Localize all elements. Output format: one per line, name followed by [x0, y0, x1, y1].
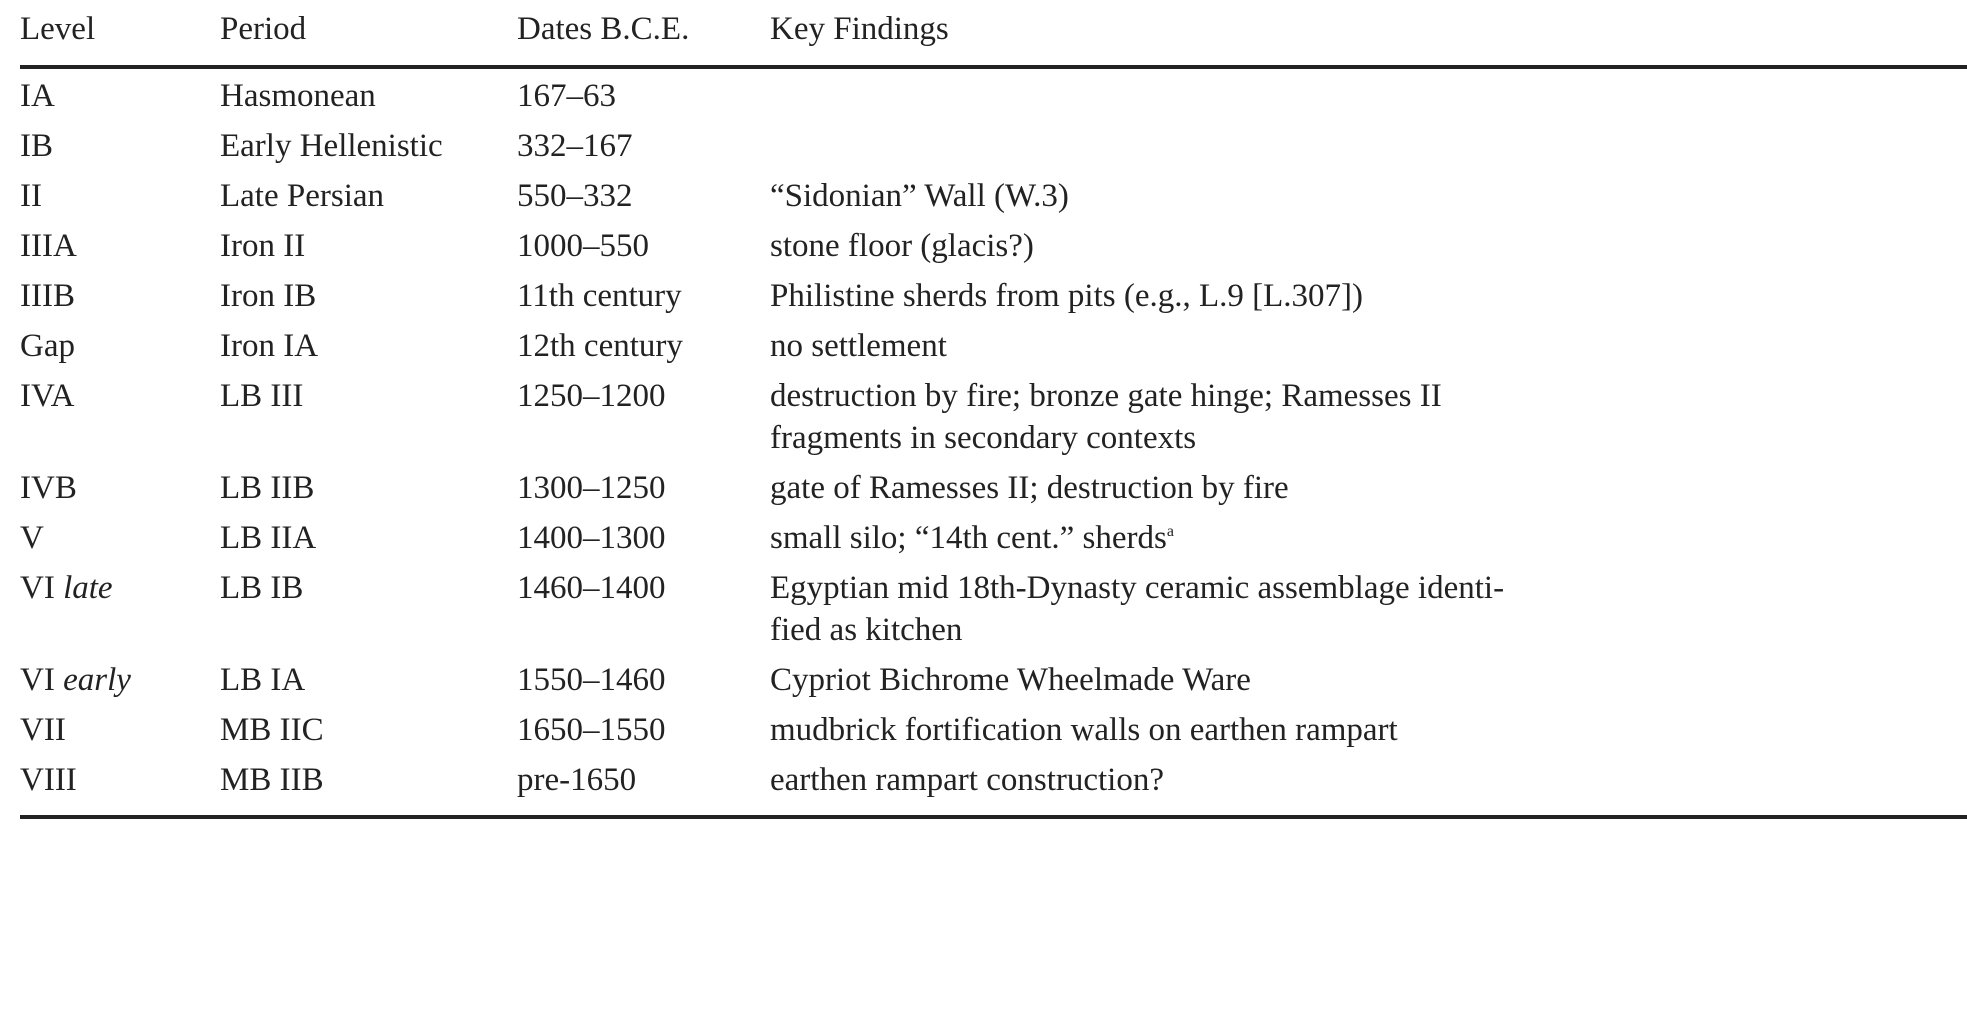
- period-value: Iron IA: [220, 328, 319, 364]
- cell-key-findings: [770, 759, 1967, 817]
- findings-value: small silo; “14th cent.” sherds$^a$: [770, 520, 1174, 556]
- cell-dates: [517, 375, 770, 467]
- table-row: [20, 375, 1967, 467]
- cell-key-findings: [770, 175, 1967, 225]
- cell-level: [20, 125, 220, 175]
- dates-value: 167–63: [517, 78, 616, 114]
- cell-period: [220, 709, 517, 759]
- dates-value: 332–167: [517, 128, 633, 164]
- findings-value: Cypriot Bichrome Wheelmade Ware: [770, 662, 1251, 698]
- cell-period: [220, 375, 517, 467]
- level-value: IIIA: [20, 228, 77, 264]
- stratigraphy-table: [20, 0, 1967, 819]
- table-row: [20, 759, 1967, 817]
- findings-value: destruction by fire; bronze gate hinge; Ramesses II fragments in secondary contexts: [770, 378, 1442, 456]
- cell-period: [220, 275, 517, 325]
- cell-dates: [517, 67, 770, 125]
- cell-key-findings: [770, 325, 1967, 375]
- stratigraphy-table-container: [20, 0, 1967, 819]
- cell-key-findings: [770, 225, 1967, 275]
- table-row: [20, 275, 1967, 325]
- findings-value: gate of Ramesses II; destruction by fire: [770, 470, 1289, 506]
- cell-dates: [517, 175, 770, 225]
- cell-level: [20, 759, 220, 817]
- level-value: Gap: [20, 328, 75, 364]
- table-row: [20, 125, 1967, 175]
- level-value: IB: [20, 128, 53, 164]
- dates-value: 1550–1460: [517, 662, 666, 698]
- cell-dates: [517, 567, 770, 659]
- dates-value: 1000–550: [517, 228, 649, 264]
- level-value: VI: [20, 662, 55, 698]
- cell-key-findings: [770, 517, 1967, 567]
- cell-level: [20, 325, 220, 375]
- cell-key-findings: [770, 709, 1967, 759]
- cell-period: [220, 125, 517, 175]
- cell-level: [20, 67, 220, 125]
- period-value: Iron II: [220, 228, 306, 264]
- cell-period: [220, 467, 517, 517]
- header-period: Period: [220, 0, 517, 67]
- findings-value: stone floor (glacis?): [770, 228, 1034, 264]
- cell-level: [20, 467, 220, 517]
- cell-key-findings: [770, 567, 1967, 659]
- period-value: Late Persian: [220, 178, 385, 214]
- cell-period: [220, 567, 517, 659]
- cell-key-findings: [770, 467, 1967, 517]
- cell-key-findings: [770, 375, 1967, 467]
- level-value: VII: [20, 712, 66, 748]
- level-value: IIIB: [20, 278, 75, 314]
- cell-dates: [517, 275, 770, 325]
- table-row: [20, 467, 1967, 517]
- table-body: [20, 67, 1967, 817]
- level-qualifier: early: [63, 662, 131, 698]
- dates-value: 12th century: [517, 328, 683, 364]
- table-row: [20, 709, 1967, 759]
- dates-value: pre-1650: [517, 762, 637, 798]
- level-value: IVA: [20, 378, 75, 414]
- header-row: [20, 0, 1967, 67]
- findings-value: Egyptian mid 18th-Dynasty ceramic assemblage identified as kitchen: [770, 570, 1505, 648]
- cell-level: [20, 567, 220, 659]
- cell-level: [20, 175, 220, 225]
- header-dates: Dates B.C.E.: [517, 0, 770, 67]
- footnote-marker: a: [1166, 523, 1174, 540]
- level-value: II: [20, 178, 42, 214]
- cell-period: [220, 225, 517, 275]
- level-value: VIII: [20, 762, 77, 798]
- cell-dates: [517, 325, 770, 375]
- cell-dates: [517, 467, 770, 517]
- cell-level: [20, 517, 220, 567]
- cell-dates: [517, 659, 770, 709]
- period-value: LB IA: [220, 662, 306, 698]
- table-row: [20, 567, 1967, 659]
- cell-dates: [517, 225, 770, 275]
- level-value: V: [20, 520, 44, 556]
- dates-value: 550–332: [517, 178, 633, 214]
- cell-period: [220, 67, 517, 125]
- period-value: LB IIB: [220, 470, 315, 506]
- dates-value: 1650–1550: [517, 712, 666, 748]
- table-row: [20, 325, 1967, 375]
- header-key-findings: Key Findings: [770, 0, 1967, 67]
- cell-period: [220, 175, 517, 225]
- level-qualifier: late: [63, 570, 113, 606]
- period-value: LB IIA: [220, 520, 317, 556]
- table-row: [20, 175, 1967, 225]
- cell-period: [220, 517, 517, 567]
- level-value: IVB: [20, 470, 77, 506]
- cell-dates: [517, 709, 770, 759]
- period-value: Early Hellenistic: [220, 128, 443, 164]
- table-row: [20, 67, 1967, 125]
- period-value: MB IIB: [220, 762, 324, 798]
- cell-level: [20, 275, 220, 325]
- dates-value: 1300–1250: [517, 470, 666, 506]
- cell-level: [20, 659, 220, 709]
- cell-period: [220, 659, 517, 709]
- cell-level: [20, 709, 220, 759]
- findings-value: “Sidonian” Wall (W.3): [770, 178, 1069, 214]
- dates-value: 1460–1400: [517, 570, 666, 606]
- cell-level: [20, 375, 220, 467]
- period-value: Iron IB: [220, 278, 317, 314]
- table-row: [20, 225, 1967, 275]
- level-value: VI: [20, 570, 55, 606]
- cell-key-findings: [770, 67, 1967, 125]
- table-row: [20, 517, 1967, 567]
- table-row: [20, 659, 1967, 709]
- period-value: LB IB: [220, 570, 304, 606]
- findings-value: Philistine sherds from pits (e.g., L.9 [L.307]): [770, 278, 1364, 314]
- dates-value: 1400–1300: [517, 520, 666, 556]
- cell-period: [220, 759, 517, 817]
- header-level: Level: [20, 0, 220, 67]
- dates-value: 1250–1200: [517, 378, 666, 414]
- cell-dates: [517, 125, 770, 175]
- cell-period: [220, 325, 517, 375]
- cell-dates: [517, 517, 770, 567]
- findings-value: no settlement: [770, 328, 947, 364]
- findings-value: earthen rampart construction?: [770, 762, 1164, 798]
- cell-level: [20, 225, 220, 275]
- table-header: [20, 0, 1967, 67]
- dates-value: 11th century: [517, 278, 682, 314]
- cell-dates: [517, 759, 770, 817]
- findings-value: mudbrick fortification walls on earthen rampart: [770, 712, 1398, 748]
- cell-key-findings: [770, 125, 1967, 175]
- period-value: Hasmonean: [220, 78, 376, 114]
- period-value: LB III: [220, 378, 304, 414]
- cell-key-findings: [770, 659, 1967, 709]
- cell-key-findings: [770, 275, 1967, 325]
- period-value: MB IIC: [220, 712, 324, 748]
- level-value: IA: [20, 78, 55, 114]
